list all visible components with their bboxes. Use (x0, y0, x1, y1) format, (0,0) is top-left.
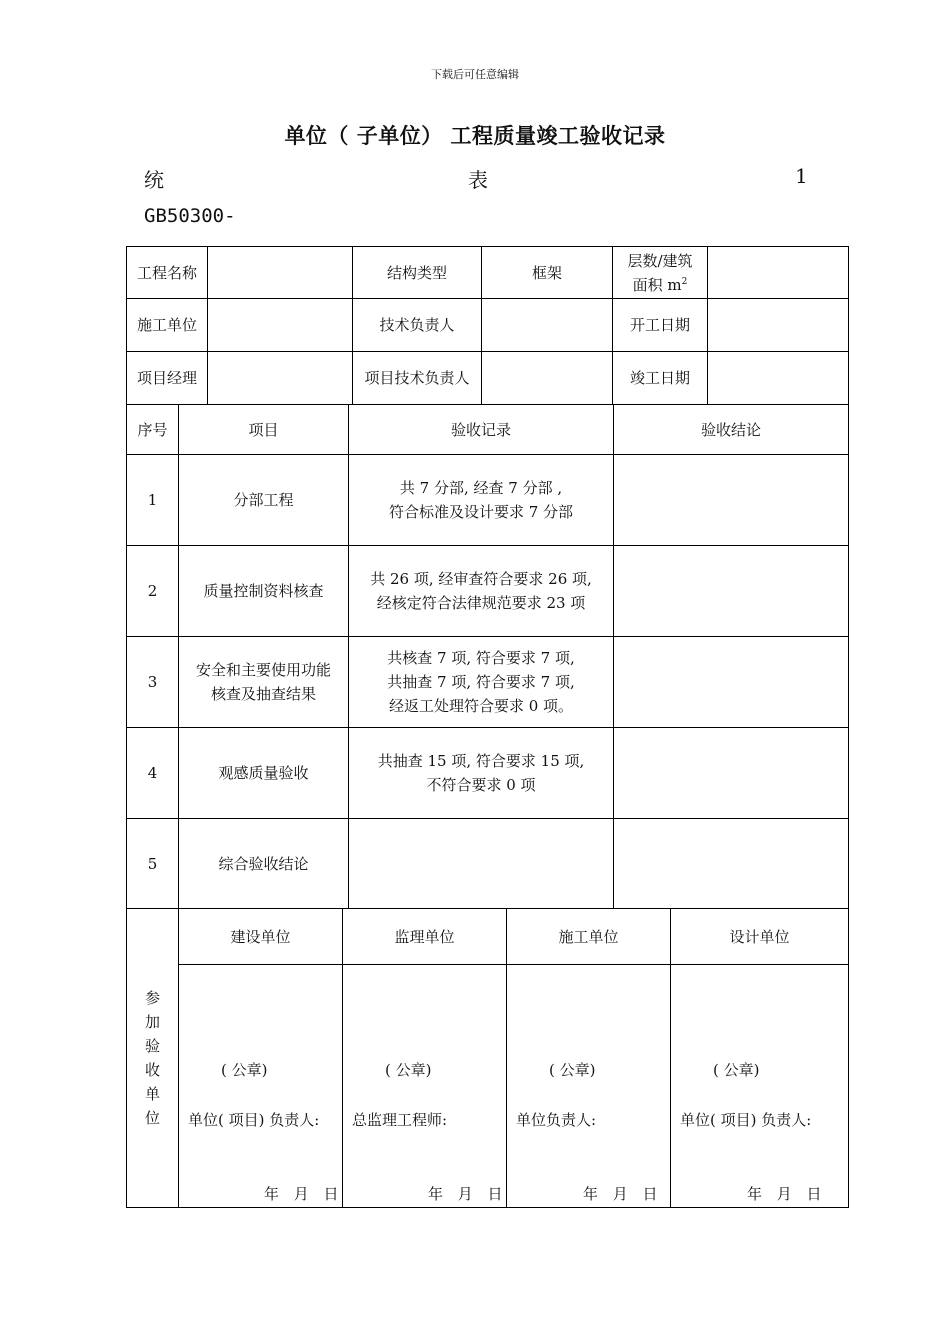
signoff-side-label (127, 909, 179, 1208)
row-conclusion[interactable] (614, 819, 849, 909)
row-item-line: 分部工程 (233, 491, 294, 509)
signoff-table (126, 908, 849, 1208)
start-date-value[interactable] (708, 299, 849, 352)
download-note: 下载后可任意编辑 (431, 68, 519, 81)
side-char: 验 (144, 1037, 160, 1055)
side-char: 单 (144, 1085, 160, 1103)
row-record[interactable] (349, 455, 614, 546)
row-record-line: 共抽查 7 项, 符合要求 7 项, (387, 673, 575, 691)
end-date-value[interactable] (708, 352, 849, 405)
table-row (127, 546, 849, 637)
seal-placeholder: ( 公章) (221, 1061, 268, 1079)
document-title: 单位（ 子单位） 工程质量竣工验收记录 (284, 124, 666, 148)
side-char: 加 (144, 1013, 160, 1031)
row-item (179, 728, 349, 819)
row-record-line: 不符合要求 0 项 (426, 776, 536, 794)
floors-area-label-text: 面积 m (632, 275, 682, 294)
row-record-line: 共 26 项, 经审查符合要求 26 项, (370, 570, 592, 588)
date-placeholder: 年 月 日 (428, 1185, 508, 1203)
table-row (127, 728, 849, 819)
row-item (179, 546, 349, 637)
row-no: 3 (127, 637, 179, 728)
row-record-line: 符合标准及设计要求 7 分部 (388, 503, 574, 521)
date-placeholder: 年 月 日 (583, 1185, 663, 1203)
pm-value[interactable] (208, 352, 353, 405)
project-name-label: 工程名称 (127, 247, 208, 299)
row-record[interactable] (349, 546, 614, 637)
standard-code: GB50300- (144, 205, 236, 227)
row-record-line: 经返工处理符合要求 0 项。 (388, 697, 574, 715)
signature-cell-supervisor[interactable] (343, 965, 507, 1208)
project-name-value[interactable] (208, 247, 353, 299)
floors-area-value[interactable] (708, 247, 849, 299)
unit-name-owner: 建设单位 (179, 909, 343, 965)
header-no: 序号 (127, 405, 179, 455)
row-no: 2 (127, 546, 179, 637)
signature-cell-contractor[interactable] (507, 965, 671, 1208)
row-item-line: 安全和主要使用功能 (195, 661, 331, 679)
row-record[interactable] (349, 637, 614, 728)
table-row (127, 455, 849, 546)
table-row (127, 819, 849, 909)
date-placeholder: 年 月 日 (747, 1185, 827, 1203)
row-item (179, 455, 349, 546)
header-item: 项目 (179, 405, 349, 455)
floors-area-unit-sup: 2 (681, 276, 688, 287)
floors-area-label-line1: 层数/建筑 (627, 251, 693, 270)
row-record-line: 共核查 7 项, 符合要求 7 项, (387, 649, 575, 667)
contractor-value[interactable] (208, 299, 353, 352)
signature-cell-designer[interactable] (671, 965, 849, 1208)
structure-type-label: 结构类型 (353, 247, 482, 299)
row-conclusion[interactable] (614, 455, 849, 546)
row-no: 5 (127, 819, 179, 909)
contractor-label: 施工单位 (127, 299, 208, 352)
row-record-line: 共 7 分部, 经查 7 分部 , (399, 479, 563, 497)
row-conclusion[interactable] (614, 546, 849, 637)
floors-area-label-line2 (613, 273, 707, 297)
row-record[interactable] (349, 728, 614, 819)
acceptance-items-table (126, 404, 849, 909)
header-conclusion: 验收结论 (614, 405, 849, 455)
seal-placeholder: ( 公章) (713, 1061, 760, 1079)
end-date-label: 竣工日期 (613, 352, 708, 405)
signatory-label: 单位负责人: (516, 1111, 597, 1129)
side-char: 位 (144, 1109, 160, 1127)
row-no: 1 (127, 455, 179, 546)
signature-cell-owner[interactable] (179, 965, 343, 1208)
side-char: 收 (144, 1061, 160, 1079)
row-item-line: 核查及抽查结果 (210, 685, 316, 703)
subtitle-left: 统 (144, 168, 164, 192)
pm-label: 项目经理 (127, 352, 208, 405)
side-char: 参 (144, 989, 160, 1007)
floors-area-label (613, 247, 708, 299)
tech-lead-label: 技术负责人 (353, 299, 482, 352)
row-item (179, 819, 349, 909)
subtitle-right: 1 (795, 164, 808, 188)
start-date-label: 开工日期 (613, 299, 708, 352)
subtitle-middle: 表 (468, 168, 488, 192)
row-item-line: 观感质量验收 (218, 764, 309, 782)
project-tech-lead-label: 项目技术负责人 (353, 352, 482, 405)
row-conclusion[interactable] (614, 728, 849, 819)
project-tech-lead-value[interactable] (482, 352, 613, 405)
header-record: 验收记录 (349, 405, 614, 455)
tech-lead-value[interactable] (482, 299, 613, 352)
row-record[interactable] (349, 819, 614, 909)
row-item-line: 质量控制资料核查 (203, 582, 324, 600)
row-item-line: 综合验收结论 (218, 854, 309, 873)
table-row (127, 637, 849, 728)
row-conclusion[interactable] (614, 637, 849, 728)
row-record-line: 经核定符合法律规范要求 23 项 (376, 594, 586, 612)
seal-placeholder: ( 公章) (385, 1061, 432, 1079)
structure-type-value[interactable]: 框架 (482, 247, 613, 299)
row-item (179, 637, 349, 728)
unit-name-supervisor: 监理单位 (343, 909, 507, 965)
project-info-table (126, 246, 849, 405)
signatory-label: 总监理工程师: (352, 1111, 448, 1129)
unit-name-designer: 设计单位 (671, 909, 849, 965)
unit-name-contractor: 施工单位 (507, 909, 671, 965)
row-record-line: 共抽查 15 项, 符合要求 15 项, (377, 752, 585, 770)
signatory-label: 单位( 项目) 负责人: (188, 1111, 320, 1129)
signatory-label: 单位( 项目) 负责人: (680, 1111, 812, 1129)
seal-placeholder: ( 公章) (549, 1061, 596, 1079)
date-placeholder: 年 月 日 (264, 1185, 344, 1203)
row-no: 4 (127, 728, 179, 819)
